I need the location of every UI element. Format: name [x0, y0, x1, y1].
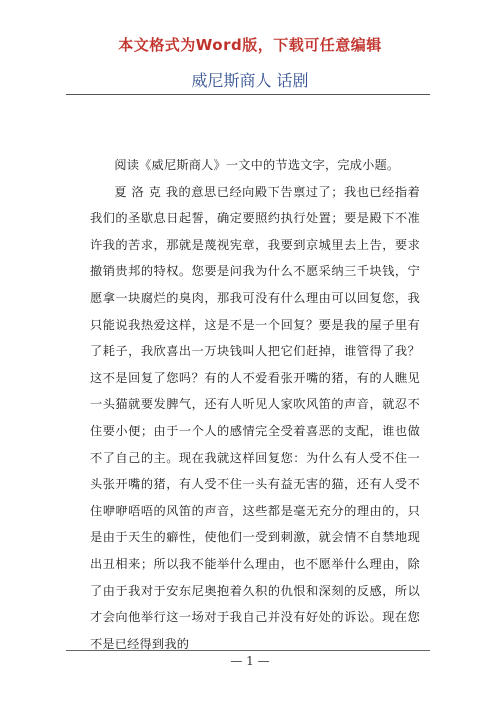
page-number: — 1 — [230, 654, 270, 668]
passage-paragraph: 夏 洛 克 我的意思已经向殿下告禀过了；我也已经指着我们的圣歇息日起誓，确定要照约执行处置；要是殿下不准许我的苦求，那就是蔑视宪章，我要到京城里去上告，要求撤销贵邦的特权。您要是问我为什么不愿采纳三千块钱，宁愿拿一块腐烂的臭肉，那我可没有什么理由可以回复您，我只能说我热爱这样，这是不是一个回复？要是我的屋子里有了耗子，我欣喜出一万块钱叫人把它们赶掉，谁管得了我？这不是回复了您吗？有的人不爱看张开嘴的猪，有的人瞧见一头猫就要发脾气，还有人听见人家吹风笛的声音，就忍不住要小便；由于一个人的感情完全受着喜恶的支配，谁也做不了自己的主。现在我就这样回复您：为什么有人受不住一头张开嘴的猪，有人受不住一头有益无害的猫，还有人受不住咿咿唔唔的风笛的声音，这些都是毫无充分的理由的，只是由于天生的癖性，使他们一受到刺激，就会情不自禁地现出丑相来；所以我不能举什么理由，也不愿举什么理由，除了由于我对于安东尼奥抱着久积的仇恨和深刻的反感，所以才会向他举行这一场对于我自己并没有好处的诉讼。现在您不是已经得到我的 [90, 184, 420, 651]
intro-paragraph: 阅读《威尼斯商人》一文中的节选文字，完成小题。 [114, 158, 400, 172]
format-banner: 本文格式为Word版，下载可任意编辑 [118, 36, 382, 54]
header-divider [66, 94, 430, 95]
document-title: 威尼斯商人 话剧 [191, 71, 309, 90]
footer-divider [66, 650, 430, 651]
document-body [90, 152, 420, 657]
